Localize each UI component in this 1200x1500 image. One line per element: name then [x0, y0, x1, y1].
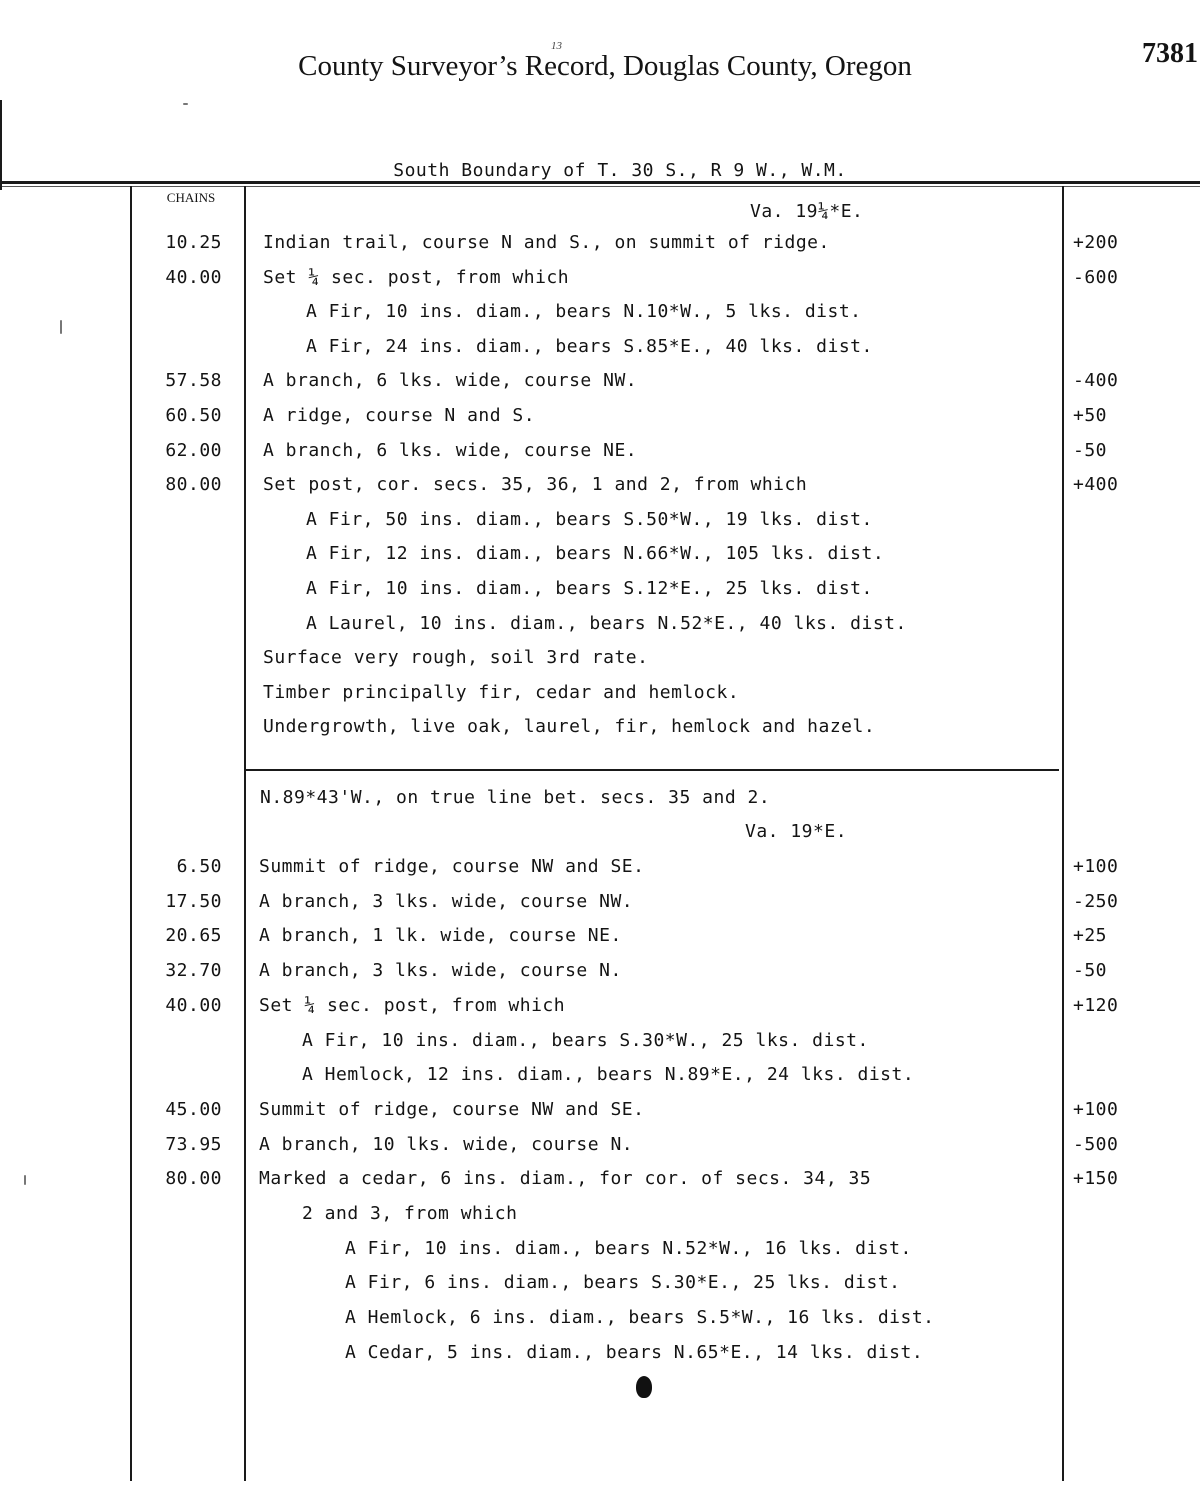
table-row: [0, 856, 1200, 886]
top-rule: [0, 181, 1200, 184]
scan-speck: [60, 320, 62, 334]
scan-speck: [183, 103, 188, 105]
elevation-change: -600: [1073, 266, 1119, 288]
table-row: [0, 1099, 1200, 1129]
ink-blot: [636, 1376, 652, 1398]
table-row: [0, 474, 1200, 504]
entry-description: A branch, 6 lks. wide, course NE.: [263, 439, 638, 461]
page-title: County Surveyor’s Record, Douglas County, Oregon: [298, 50, 912, 82]
chains-column-header: CHAINS: [166, 190, 216, 205]
entry-description: Surface very rough, soil 3rd rate.: [263, 647, 649, 669]
elevation-change: -250: [1073, 890, 1119, 912]
table-row: [0, 1064, 1200, 1094]
chains-value: 60.50: [165, 405, 222, 426]
elevation-change: +100: [1073, 856, 1119, 877]
entry-description: A Fir, 10 ins. diam., bears S.30*W., 25 lks. dist.: [302, 1029, 869, 1051]
elevation-change: +120: [1073, 994, 1119, 1016]
entry-description: A Fir, 12 ins. diam., bears N.66*W., 105 lks. dist.: [306, 543, 885, 565]
table-row: [0, 960, 1200, 990]
entry-description: A ridge, course N and S.: [263, 405, 536, 426]
chains-value: 57.58: [165, 370, 222, 392]
entry-description: A Fir, 50 ins. diam., bears S.50*W., 19 lks. dist.: [306, 508, 873, 530]
chains-value: 32.70: [165, 960, 222, 982]
elevation-change: +50: [1073, 405, 1108, 426]
entry-description: A Fir, 10 ins. diam., bears N.10*W., 5 lks. dist.: [306, 301, 862, 323]
page-number: 7381: [1142, 38, 1198, 69]
top-rule-thin: [0, 186, 1200, 187]
table-row: [0, 995, 1200, 1025]
table-row: [0, 1272, 1200, 1302]
elevation-change: -50: [1073, 439, 1108, 461]
elevation-change: +150: [1073, 1168, 1119, 1190]
entry-description: A Fir, 6 ins. diam., bears S.30*E., 25 lks. dist.: [345, 1272, 901, 1294]
chains-value: 80.00: [165, 474, 222, 496]
entry-description: A Fir, 10 ins. diam., bears N.52*W., 16 lks. dist.: [345, 1237, 912, 1259]
entry-description: Summit of ridge, course NW and SE.: [259, 1098, 645, 1120]
table-row: [0, 647, 1200, 677]
entry-description: Summit of ridge, course NW and SE.: [259, 856, 645, 877]
entry-description: Set ¼ sec. post, from which: [263, 266, 570, 288]
table-row: [0, 509, 1200, 539]
table-row: [0, 716, 1200, 746]
table-row: [0, 1168, 1200, 1198]
chains-value: 10.25: [165, 232, 222, 253]
chains-value: 62.00: [165, 439, 222, 461]
chains-value: 6.50: [176, 856, 222, 877]
table-row: [0, 1342, 1200, 1372]
elevation-change: +25: [1073, 925, 1108, 947]
elevation-change: +400: [1073, 474, 1119, 496]
entry-description: A Fir, 24 ins. diam., bears S.85*E., 40 lks. dist.: [306, 335, 873, 357]
entry-description: A branch, 10 lks. wide, course N.: [259, 1133, 634, 1155]
table-row: [0, 925, 1200, 955]
entry-description: A Laurel, 10 ins. diam., bears N.52*E., 40 lks. dist.: [306, 612, 907, 634]
elevation-change: +200: [1073, 232, 1119, 253]
section-2-heading: N.89*43'W., on true line bet. secs. 35 and 2.: [260, 787, 771, 808]
page-mark: 13: [551, 40, 562, 52]
table-row: [0, 543, 1200, 573]
entry-description: A Cedar, 5 ins. diam., bears N.65*E., 14 lks. dist.: [345, 1341, 924, 1363]
chains-value: 45.00: [165, 1098, 222, 1120]
table-row: [0, 613, 1200, 643]
variation-note: Va. 19¼*E.: [750, 201, 864, 222]
table-row: [0, 682, 1200, 712]
section-divider: [244, 769, 1059, 771]
table-row: [0, 1203, 1200, 1233]
entry-description: Undergrowth, live oak, laurel, fir, hemlock and hazel.: [263, 716, 876, 738]
variation-note: Va. 19*E.: [745, 821, 848, 842]
table-row: [0, 232, 1200, 262]
table-row: [0, 578, 1200, 608]
elevation-change: -500: [1073, 1133, 1119, 1155]
chains-value: 40.00: [165, 994, 222, 1016]
entry-description: Set ¼ sec. post, from which: [259, 994, 566, 1016]
table-row: [0, 1307, 1200, 1337]
elevation-change: -50: [1073, 960, 1108, 982]
entry-description: A branch, 3 lks. wide, course N.: [259, 960, 622, 982]
elevation-change: -400: [1073, 370, 1119, 392]
table-row: [0, 336, 1200, 366]
entry-description: A Fir, 10 ins. diam., bears S.12*E., 25 lks. dist.: [306, 578, 873, 599]
boundary-title: South Boundary of T. 30 S., R 9 W., W.M.: [393, 160, 847, 181]
entry-description: A branch, 1 lk. wide, course NE.: [259, 925, 622, 947]
chains-value: 80.00: [165, 1168, 222, 1190]
table-row: [0, 370, 1200, 400]
table-row: [0, 1134, 1200, 1164]
entry-description: A Hemlock, 12 ins. diam., bears N.89*E., 24 lks. dist.: [302, 1064, 915, 1086]
table-row: [0, 1030, 1200, 1060]
chains-value: 20.65: [165, 925, 222, 947]
entry-description: A branch, 3 lks. wide, course NW.: [259, 890, 634, 912]
entry-description: Indian trail, course N and S., on summit of ridge.: [263, 232, 830, 253]
entry-description: Set post, cor. secs. 35, 36, 1 and 2, from which: [263, 474, 808, 496]
table-row: [0, 440, 1200, 470]
entry-description: Timber principally fir, cedar and hemlock.: [263, 681, 740, 703]
elevation-change: +100: [1073, 1098, 1119, 1120]
entry-description: 2 and 3, from which: [302, 1203, 518, 1224]
chains-value: 17.50: [165, 890, 222, 912]
table-row: [0, 405, 1200, 435]
entry-description: A branch, 6 lks. wide, course NW.: [263, 370, 638, 392]
table-row: [0, 1238, 1200, 1268]
chains-value: 73.95: [165, 1133, 222, 1155]
table-row: [0, 891, 1200, 921]
entry-description: A Hemlock, 6 ins. diam., bears S.5*W., 16 lks. dist.: [345, 1307, 935, 1329]
chains-value: 40.00: [165, 266, 222, 288]
table-row: [0, 267, 1200, 297]
scan-speck: [24, 1175, 26, 1185]
entry-description: Marked a cedar, 6 ins. diam., for cor. of secs. 34, 35: [259, 1168, 872, 1190]
table-row: [0, 301, 1200, 331]
